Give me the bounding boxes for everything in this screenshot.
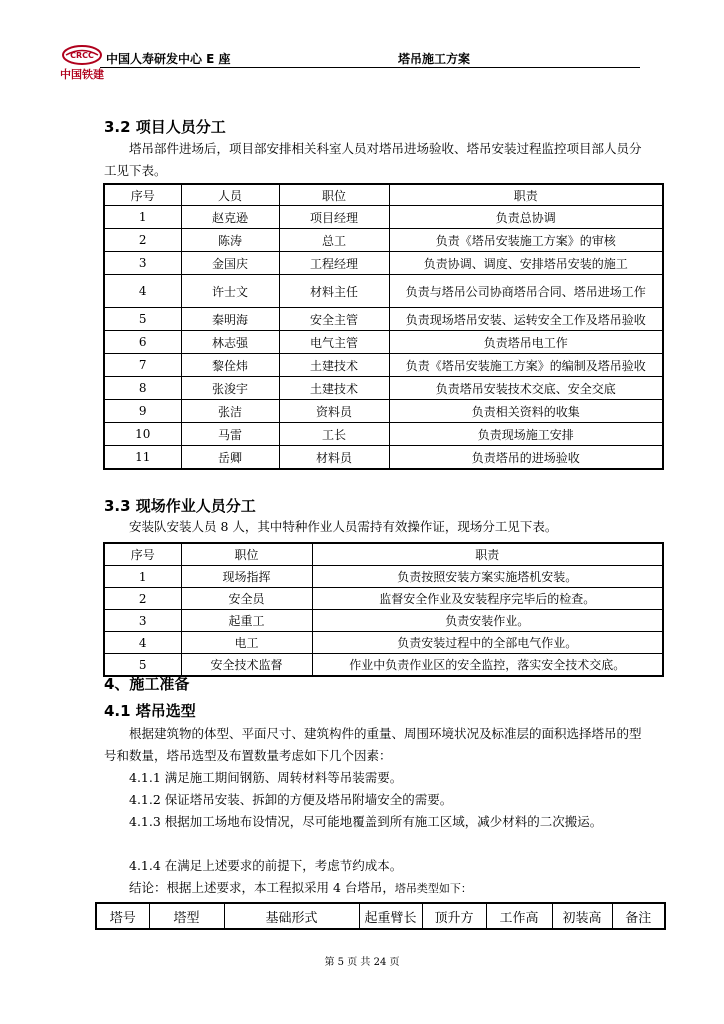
- section-3-3-title: 3.3 现场作业人员分工: [104, 497, 256, 515]
- col-header: 顶升方: [422, 903, 486, 929]
- cell-position: 材料主任: [279, 275, 389, 308]
- cell-position: 总工: [279, 229, 389, 252]
- section-3-2-intro: 塔吊部件进场后，项目部安排相关科室人员对塔吊进场验收、塔吊安装过程监控项目部人员分工见下表。: [104, 141, 642, 178]
- cell-position: 电气主管: [279, 331, 389, 354]
- cell-position: 资料员: [279, 400, 389, 423]
- table-row: [104, 446, 663, 470]
- conclusion-note: 塔吊类型如下：: [394, 882, 472, 895]
- cell-position: 安全技术监督: [181, 654, 312, 677]
- cell-no: 3: [104, 610, 181, 632]
- cell-duty: 负责协调、调度、安排塔吊安装的施工: [389, 252, 663, 275]
- cell-position: 现场指挥: [181, 566, 312, 588]
- col-header: 塔型: [149, 903, 224, 929]
- cell-position: 工长: [279, 423, 389, 446]
- col-header: 起重臂长: [359, 903, 422, 929]
- cell-position: 项目经理: [279, 206, 389, 229]
- cell-position: 工程经理: [279, 252, 389, 275]
- header-divider: [100, 67, 640, 68]
- cell-duty: 负责现场塔吊安装、运转安全工作及塔吊验收: [389, 308, 663, 331]
- table-row: [104, 354, 663, 377]
- col-header: 人员: [181, 184, 279, 206]
- site-staff-table: [103, 542, 664, 677]
- cell-person: 马雷: [181, 423, 279, 446]
- section-3-3-intro: 安装队安装人员 8 人，其中特种作业人员需持有效操作证，现场分工见下表。: [129, 519, 558, 534]
- col-header: 工作高: [486, 903, 552, 929]
- cell-duty: 作业中负责作业区的安全监控，落实安全技术交底。: [312, 654, 663, 677]
- cell-duty: 负责安装作业。: [312, 610, 663, 632]
- cell-no: 4: [104, 275, 181, 308]
- page-header: [60, 44, 640, 81]
- cell-position: 土建技术: [279, 354, 389, 377]
- cell-no: 4: [104, 632, 181, 654]
- factor-item: 4.1.3 根据加工场地布设情况，尽可能地覆盖到所有施工区域，减少材料的二次搬运。: [129, 814, 603, 829]
- col-header: 塔号: [96, 903, 149, 929]
- col-header: 职责: [389, 184, 663, 206]
- page-footer: 第 5 页 共 24 页: [324, 957, 400, 968]
- tower-crane-table: [95, 902, 666, 930]
- factor-item: 4.1.1 满足施工期间钢筋、周转材料等吊装需要。: [129, 770, 403, 785]
- table-row: [104, 400, 663, 423]
- table-row: [104, 275, 663, 308]
- cell-duty: 负责塔吊电工作: [389, 331, 663, 354]
- cell-duty: 负责相关资料的收集: [389, 400, 663, 423]
- table-header-row: [96, 903, 665, 929]
- cell-position: 起重工: [181, 610, 312, 632]
- col-header: 基础形式: [224, 903, 359, 929]
- cell-person: 秦明海: [181, 308, 279, 331]
- cell-no: 6: [104, 331, 181, 354]
- cell-no: 5: [104, 308, 181, 331]
- table-row: [104, 423, 663, 446]
- section-3-2-title: 3.2 项目人员分工: [104, 118, 226, 136]
- cell-no: 2: [104, 229, 181, 252]
- table-row: [104, 206, 663, 229]
- cell-position: 电工: [181, 632, 312, 654]
- cell-no: 3: [104, 252, 181, 275]
- table-row: [104, 588, 663, 610]
- cell-no: 9: [104, 400, 181, 423]
- cell-person: 赵克逊: [181, 206, 279, 229]
- project-staff-table: [103, 183, 664, 470]
- col-header: 备注: [612, 903, 665, 929]
- cell-person: 许士文: [181, 275, 279, 308]
- cell-duty: 负责与塔吊公司协商塔吊合同、塔吊进场工作: [389, 275, 663, 308]
- conclusion-main: 结论：根据上述要求，本工程拟采用 4 台塔吊，: [129, 880, 395, 895]
- cell-duty: 负责总协调: [389, 206, 663, 229]
- cell-position: 安全员: [181, 588, 312, 610]
- cell-position: 材料员: [279, 446, 389, 470]
- factor-item: 4.1.4 在满足上述要求的前提下，考虑节约成本。: [129, 858, 403, 873]
- cell-duty: 负责《塔吊安装施工方案》的审核: [389, 229, 663, 252]
- cell-duty: 负责安装过程中的全部电气作业。: [312, 632, 663, 654]
- section-4-title: 4、施工准备: [104, 675, 190, 693]
- cell-no: 2: [104, 588, 181, 610]
- cell-no: 11: [104, 446, 181, 470]
- cell-no: 5: [104, 654, 181, 677]
- col-header: 职责: [312, 543, 663, 566]
- cell-person: 张浚宇: [181, 377, 279, 400]
- factor-item: 4.1.2 保证塔吊安装、拆卸的方便及塔吊附墙安全的需要。: [129, 792, 453, 807]
- col-header: 序号: [104, 184, 181, 206]
- table-row: [104, 566, 663, 588]
- cell-no: 1: [104, 566, 181, 588]
- cell-person: 金国庆: [181, 252, 279, 275]
- cell-duty: 负责塔吊安装技术交底、安全交底: [389, 377, 663, 400]
- table-header-row: [104, 543, 663, 566]
- cell-position: 安全主管: [279, 308, 389, 331]
- company-name: 中国铁建: [60, 68, 104, 81]
- cell-duty: 监督安全作业及安装程序完毕后的检查。: [312, 588, 663, 610]
- cell-no: 8: [104, 377, 181, 400]
- col-header: 序号: [104, 543, 181, 566]
- crcc-logo-icon: [60, 44, 104, 66]
- cell-duty: 负责塔吊的进场验收: [389, 446, 663, 470]
- table-row: [104, 377, 663, 400]
- table-row: [104, 610, 663, 632]
- section-4-1-title: 4.1 塔吊选型: [104, 702, 196, 720]
- col-header: 职位: [181, 543, 312, 566]
- col-header: 职位: [279, 184, 389, 206]
- cell-person: 黎佺炜: [181, 354, 279, 377]
- cell-person: 陈涛: [181, 229, 279, 252]
- cell-no: 1: [104, 206, 181, 229]
- section-4-1-intro: 根据建筑物的体型、平面尺寸、建筑构件的重量、周围环境状况及标准层的面积选择塔吊的型号和数量，塔吊选型及布置数量考虑如下几个因素：: [104, 726, 642, 763]
- cell-person: 林志强: [181, 331, 279, 354]
- cell-person: 岳卿: [181, 446, 279, 470]
- col-header: 初装高: [552, 903, 612, 929]
- cell-no: 10: [104, 423, 181, 446]
- cell-duty: 负责《塔吊安装施工方案》的编制及塔吊验收: [389, 354, 663, 377]
- cell-no: 7: [104, 354, 181, 377]
- table-row: [104, 252, 663, 275]
- document-title: 塔吊施工方案: [398, 52, 471, 66]
- table-header-row: [104, 184, 663, 206]
- conclusion: [104, 877, 642, 900]
- cell-duty: 负责现场施工安排: [389, 423, 663, 446]
- cell-duty: 负责按照安装方案实施塔机安装。: [312, 566, 663, 588]
- table-row: [104, 229, 663, 252]
- table-row: [104, 632, 663, 654]
- cell-position: 土建技术: [279, 377, 389, 400]
- table-row: [104, 331, 663, 354]
- table-row: [104, 308, 663, 331]
- project-name: 中国人寿研发中心 E 座: [106, 52, 231, 66]
- svg-text:CRCC: CRCC: [70, 51, 94, 60]
- cell-person: 张洁: [181, 400, 279, 423]
